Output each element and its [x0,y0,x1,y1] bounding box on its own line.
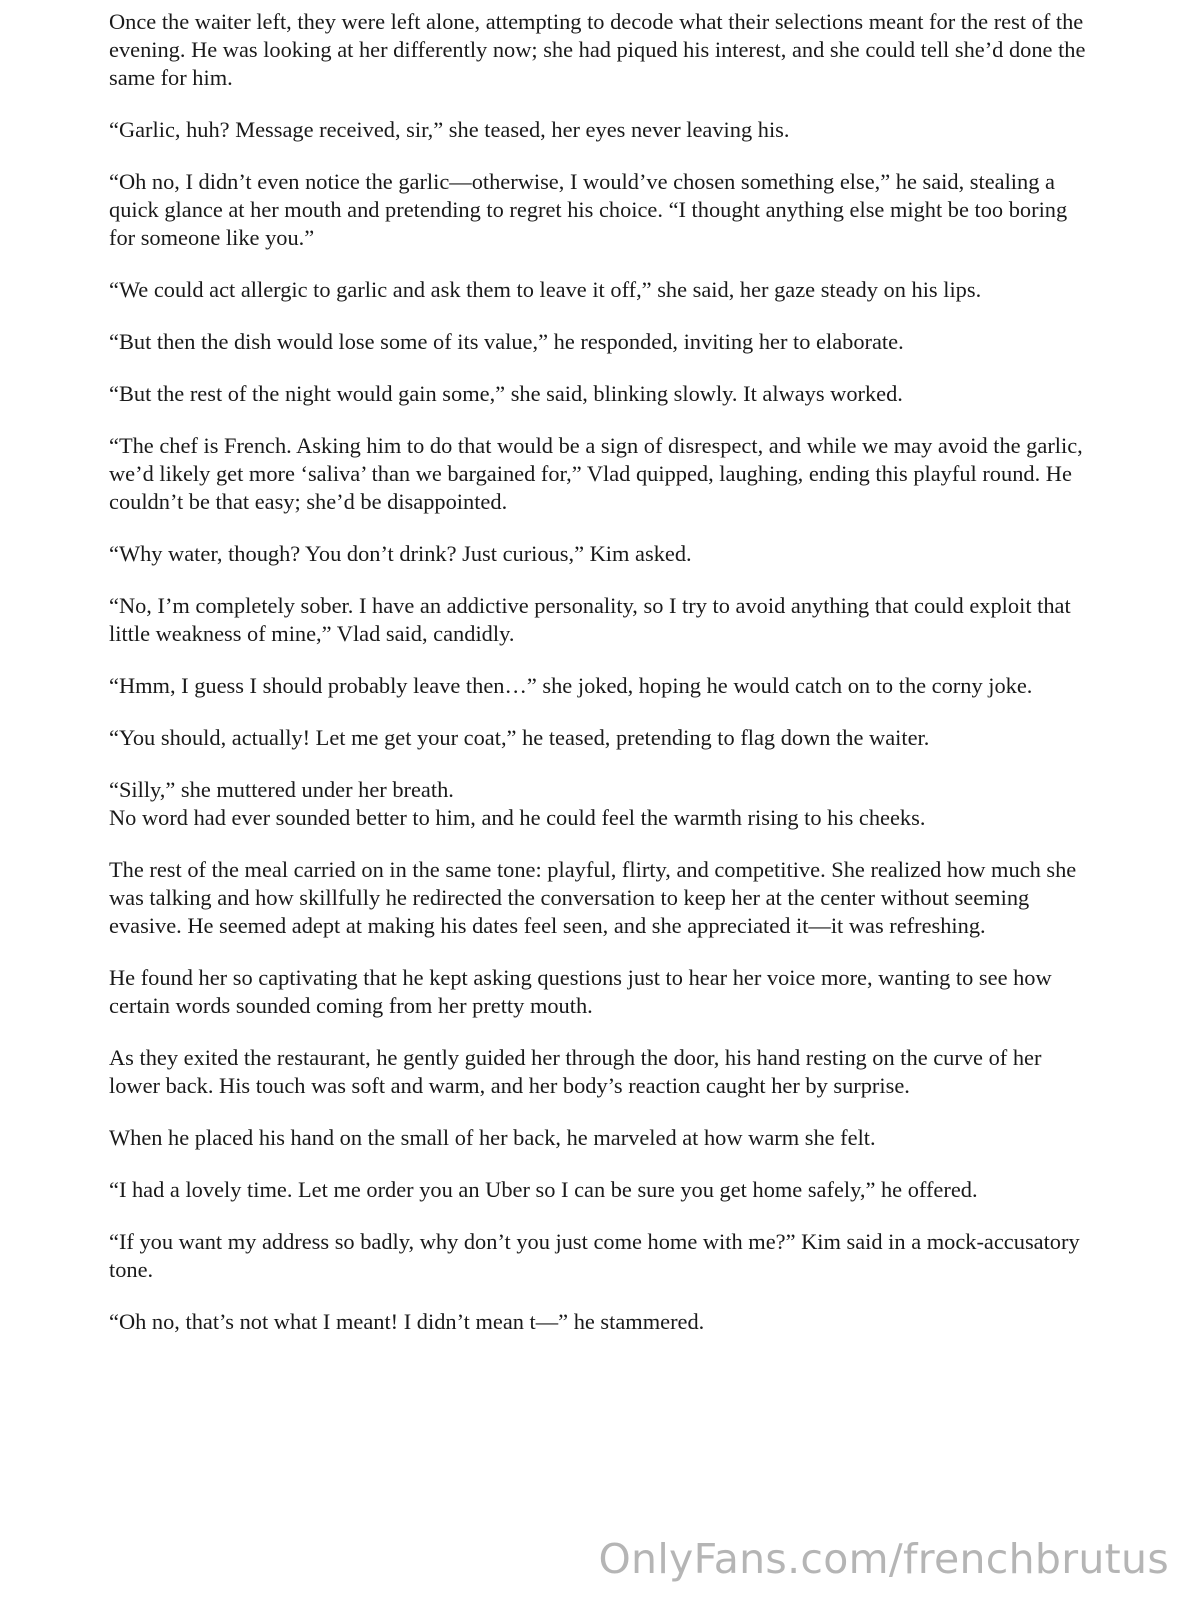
paragraph: “Oh no, I didn’t even notice the garlic—otherwise, I would’ve chosen something else,” he said, stealing a quick glance at her mouth and pretending to regret his choice. “I thought anything else might be too boring for someone like you.” [109,169,1068,250]
paragraph: “I had a lovely time. Let me order you an Uber so I can be sure you get home safely,” he offered. [109,1177,978,1202]
paragraph: The rest of the meal carried on in the same tone: playful, flirty, and competitive. She realized how much she was talking and how skillfully he redirected the conversation to keep her at the center without seeming evasive. He seemed adept at making his dates feel seen, and she appreciated it—it was refreshing. [109,857,1077,938]
paragraph: “But the rest of the night would gain some,” she said, blinking slowly. It always worked. [109,381,903,406]
paragraph: “But then the dish would lose some of its value,” he responded, inviting her to elaborate. [109,329,904,354]
paragraph: “The chef is French. Asking him to do that would be a sign of disrespect, and while we may avoid the garlic, we’d likely get more ‘saliva’ than we bargained for,” Vlad quipped, laughing, ending this playful round. He couldn’t be that easy; she’d be disappointed. [109,433,1083,514]
paragraph: “Silly,” she muttered under her breath. No word had ever sounded better to him, and he could feel the warmth rising to his cheeks. [109,777,926,830]
paragraph: “Oh no, that’s not what I meant! I didn’t mean t—” he stammered. [109,1309,705,1334]
paragraph: When he placed his hand on the small of her back, he marveled at how warm she felt. [109,1125,876,1150]
paragraph: As they exited the restaurant, he gently guided her through the door, his hand resting on the curve of her lower back. His touch was soft and warm, and her body’s reaction caught her by surprise. [109,1045,1042,1098]
watermark: OnlyFans.com/frenchbrutus [598,1535,1169,1583]
document-body [109,8,1094,1360]
paragraph: He found her so captivating that he kept asking questions just to hear her voice more, wanting to see how certain words sounded coming from her pretty mouth. [109,965,1052,1018]
paragraph: “If you want my address so badly, why don’t you just come home with me?” Kim said in a mock-accusatory tone. [109,1229,1080,1282]
paragraph: “Hmm, I guess I should probably leave then…” she joked, hoping he would catch on to the corny joke. [109,673,1033,698]
paragraph: “You should, actually! Let me get your coat,” he teased, pretending to flag down the waiter. [109,725,930,750]
paragraph: “No, I’m completely sober. I have an addictive personality, so I try to avoid anything that could exploit that little weakness of mine,” Vlad said, candidly. [109,593,1071,646]
paragraph: “Why water, though? You don’t drink? Just curious,” Kim asked. [109,541,692,566]
paragraph: Once the waiter left, they were left alone, attempting to decode what their selections meant for the rest of the evening. He was looking at her differently now; she had piqued his interest, and she could tell she’d done the same for him. [109,9,1086,90]
paragraph: “We could act allergic to garlic and ask them to leave it off,” she said, her gaze steady on his lips. [109,277,982,302]
paragraph: “Garlic, huh? Message received, sir,” she teased, her eyes never leaving his. [109,117,790,142]
